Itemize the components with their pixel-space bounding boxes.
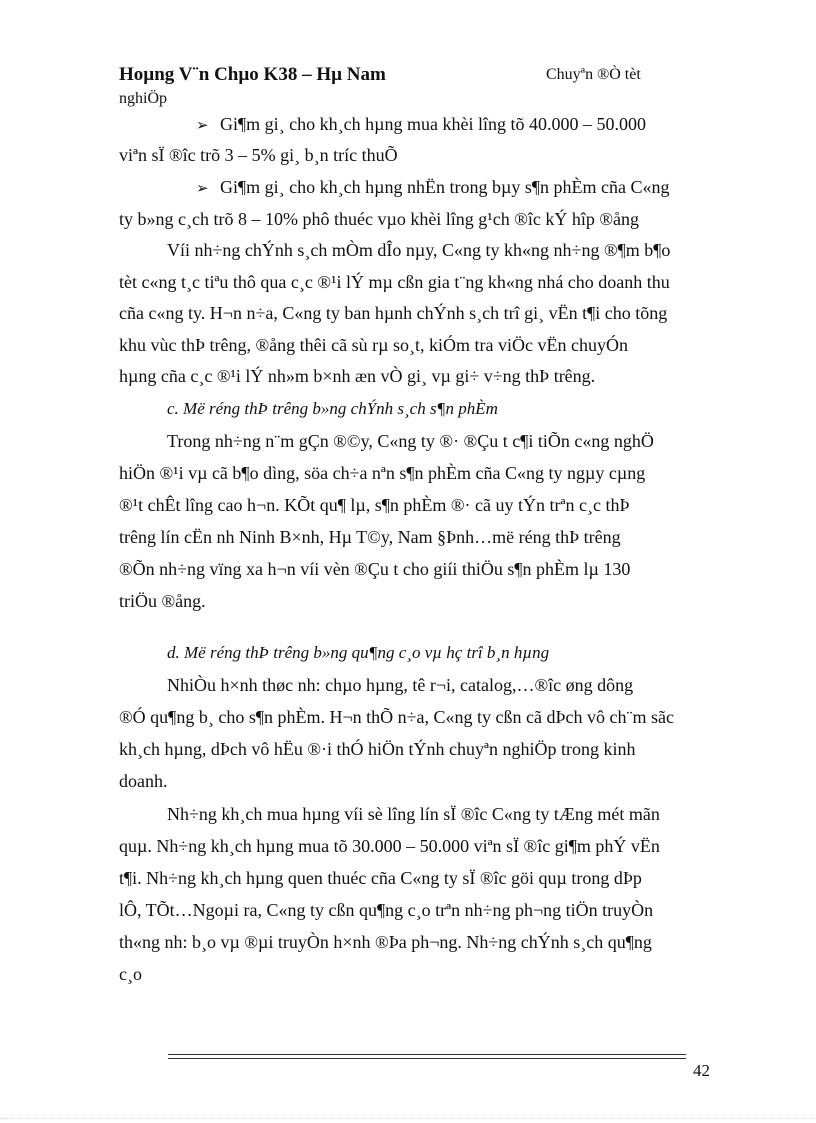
footer-rule-top [168, 1054, 686, 1055]
body-line: th«ng nh: b¸o vµ ®µi truyÒn h×nh ®Þa ph¬ng. Nh÷ng chÝnh s¸ch qu¶ng [119, 932, 652, 952]
body-line: c¸o [119, 964, 142, 984]
body-line: lÔ, TÕt…Ngoµi ra, C«ng ty cßn qu¶ng c¸o trªn nh÷ng ph¬ng tiÖn truyÒn [119, 900, 654, 920]
body-line: ®Õn nh÷ng vïng xa h¬n víi vèn ®Çu t cho giíi thiÖu s¶n phÈm lµ 130 [119, 559, 631, 579]
bullet-item [196, 115, 646, 133]
body-line: ®Ó qu¶ng b¸ cho s¶n phÈm. H¬n thÕ n÷a, C«ng ty cßn cã dÞch vô ch¨m sãc [119, 707, 674, 727]
footer-rule-bottom [168, 1058, 686, 1059]
header-topic: Chuyªn ®Ò tèt [546, 66, 641, 83]
body-line: kh¸ch hµng, dÞch vô hËu ®·i thÓ hiÖn tÝnh chuyªn nghiÖp trong kinh [119, 739, 636, 759]
body-line: viªn sÏ ®îc trõ 3 – 5% gi¸ b¸n tríc thuÕ [119, 145, 398, 165]
paragraph-first-line: NhiÒu h×nh thøc nh: chµo hµng, tê r¬i, catalog,…®îc øng dông [167, 675, 634, 695]
header-author: Hoµng V¨n Chµo K38 – Hµ Nam [119, 64, 386, 85]
arrow-bullet-icon: ➢ [196, 116, 209, 134]
body-line: trêng lín cËn nh Ninh B×nh, Hµ T©y, Nam §Þnh…më réng thÞ trêng [119, 527, 621, 547]
body-line: quµ. Nh÷ng kh¸ch hµng mua tõ 30.000 – 50.000 viªn sÏ ®îc gi¶m phÝ vËn [119, 836, 660, 856]
body-line: tèt c«ng t¸c tiªu thô qua c¸c ®¹i lÝ mµ cßn gia t¨ng kh«ng nhá cho doanh thu [119, 272, 670, 292]
bullet-item [196, 178, 670, 196]
page-edge-divider [0, 1118, 816, 1119]
body-line: ®¹t chÊt lîng cao h¬n. KÕt qu¶ lµ, s¶n phÈm ®· cã uy tÝn trªn c¸c thÞ [119, 495, 630, 515]
body-line: khu vùc thÞ trêng, ®ång thêi cã sù rµ so¸t, kiÓm tra viÖc vËn chuyÓn [119, 335, 628, 355]
section-heading-d: d. Më réng thÞ trêng b»ng qu¶ng c¸o vµ hç trî b¸n hµng [167, 643, 550, 662]
body-line: Gi¶m gi¸ cho kh¸ch hµng nhËn trong bµy s¶n phÈm cña C«ng [220, 177, 670, 197]
body-line: hiÖn ®¹i vµ cã b¶o dìng, söa ch÷a nªn s¶n phÈm cña C«ng ty ngµy cµng [119, 463, 646, 483]
body-line: Gi¶m gi¸ cho kh¸ch hµng mua khèi lîng tõ 40.000 – 50.000 [220, 114, 646, 134]
arrow-bullet-icon: ➢ [196, 179, 209, 197]
body-line: t¶i. Nh÷ng kh¸ch hµng quen thuéc cña C«ng ty sÏ ®îc göi quµ trong dÞp [119, 868, 642, 888]
section-heading-c: c. Më réng thÞ trêng b»ng chÝnh s¸ch s¶n phÈm [167, 399, 498, 418]
body-line: ty b»ng c¸ch trõ 8 – 10% phô thuéc vµo khèi lîng g¹ch ®îc kÝ hîp ®ång [119, 209, 640, 229]
paragraph-first-line: Trong nh÷ng n¨m gÇn ®©y, C«ng ty ®· ®Çu t c¶i tiÕn c«ng nghÖ [167, 431, 654, 451]
body-line: doanh. [119, 771, 168, 791]
paragraph-first-line: Víi nh÷ng chÝnh s¸ch mÒm dÎo nµy, C«ng ty kh«ng nh÷ng ®¶m b¶o [167, 240, 671, 260]
body-line: cña c«ng ty. H¬n n÷a, C«ng ty ban hµnh chÝnh s¸ch trî gi¸ vËn t¶i cho tõng [119, 303, 668, 323]
header-topic-continuation: nghiÖp [119, 90, 167, 107]
body-line: triÖu ®ång. [119, 591, 206, 611]
paragraph-first-line: Nh÷ng kh¸ch mua hµng víi sè lîng lín sÏ ®îc C«ng ty tÆng mét mãn [167, 804, 660, 824]
page-number: 42 [693, 1061, 710, 1080]
body-line: hµng cña c¸c ®¹i lÝ nh»m b×nh æn vÒ gi¸ vµ gi÷ v÷ng thÞ trêng. [119, 366, 596, 386]
